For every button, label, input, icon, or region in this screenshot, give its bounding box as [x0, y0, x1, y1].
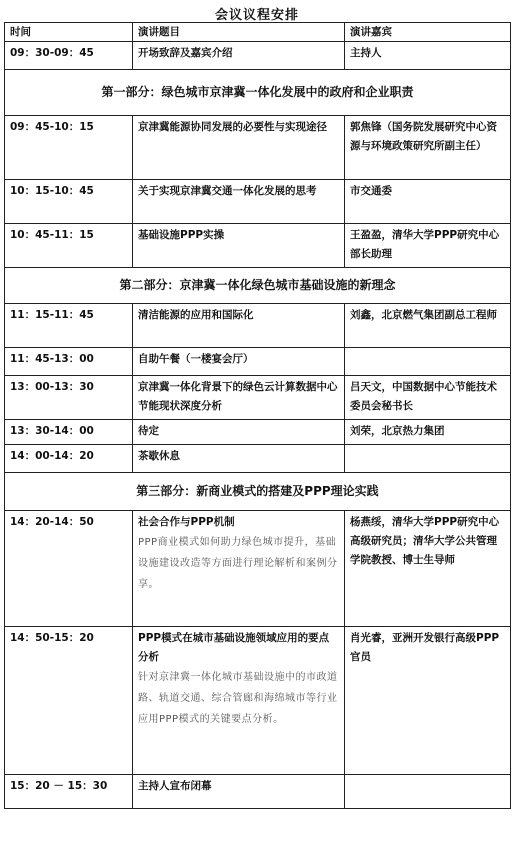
speaker-cell: 王盈盈，清华大学PPP研究中心部长助理 — [345, 224, 511, 268]
speaker-cell: 肖光睿，亚洲开发银行高级PPP官员 — [345, 627, 511, 775]
topic-cell — [133, 116, 345, 180]
topic-cell — [133, 348, 345, 376]
table-row — [5, 511, 511, 627]
time-cell: 11：15-11：45 — [5, 304, 133, 348]
topic-cell — [133, 627, 345, 775]
time-cell: 09：45-10：15 — [5, 116, 133, 180]
speaker-cell: 郭焦锋（国务院发展研究中心资源与环境政策研究所副主任） — [345, 116, 511, 180]
topic-title: 茶歇休息 — [138, 450, 180, 462]
section-row — [5, 268, 511, 304]
time-cell: 15：20 － 15：30 — [5, 775, 133, 809]
topic-cell — [133, 224, 345, 268]
topic-title: 社会合作与PPP机制 — [138, 516, 235, 528]
column-header-topic: 演讲题目 — [133, 23, 345, 42]
page-title: 会议议程安排 — [214, 8, 299, 23]
topic-title: 京津冀能源协同发展的必要性与实现途径 — [138, 121, 327, 133]
topic-description: 针对京津冀一体化城市基础设施中的市政道路、轨道交通、综合管廊和海绵城市等行业应用PPP模式的关键要点分析。 — [138, 672, 338, 725]
topic-description: PPP商业模式如何助力绿色城市提升，基础设施建设改造等方面进行理论解析和案例分享。 — [138, 537, 338, 590]
section-heading: 第三部分：新商业模式的搭建及PPP理论实践 — [5, 473, 511, 511]
time-cell: 13：30-14：00 — [5, 420, 133, 445]
time-cell: 11：45-13：00 — [5, 348, 133, 376]
topic-title: 待定 — [138, 425, 159, 437]
topic-cell — [133, 304, 345, 348]
speaker-cell: 市交通委 — [345, 180, 511, 224]
table-row — [5, 224, 511, 268]
topic-cell — [133, 376, 345, 420]
topic-title: 基础设施PPP实操 — [138, 229, 225, 241]
topic-cell — [133, 180, 345, 224]
time-cell: 10：15-10：45 — [5, 180, 133, 224]
table-row — [5, 420, 511, 445]
section-heading: 第二部分：京津冀一体化绿色城市基础设施的新理念 — [5, 268, 511, 304]
table-row — [5, 376, 511, 420]
topic-cell — [133, 511, 345, 627]
topic-title: 自助午餐（一楼宴会厅） — [138, 353, 254, 365]
table-row — [5, 304, 511, 348]
table-row — [5, 348, 511, 376]
topic-cell — [133, 420, 345, 445]
time-cell: 14：50-15：20 — [5, 627, 133, 775]
table-row — [5, 627, 511, 775]
speaker-cell: 刘荣，北京热力集团 — [345, 420, 511, 445]
speaker-cell — [345, 445, 511, 473]
table-row — [5, 116, 511, 180]
speaker-cell: 吕天文，中国数据中心节能技术委员会秘书长 — [345, 376, 511, 420]
topic-cell — [133, 42, 345, 70]
time-cell: 10：45-11：15 — [5, 224, 133, 268]
speaker-cell: 杨燕绥，清华大学PPP研究中心高级研究员；清华大学公共管理学院教授、博士生导师 — [345, 511, 511, 627]
speaker-cell — [345, 348, 511, 376]
table-row — [5, 42, 511, 70]
table-row — [5, 775, 511, 809]
section-row — [5, 70, 511, 116]
topic-title: 主持人宣布闭幕 — [138, 780, 212, 792]
column-header-time: 时间 — [5, 23, 133, 42]
time-cell: 14：20-14：50 — [5, 511, 133, 627]
table-row — [5, 445, 511, 473]
agenda-table — [4, 22, 511, 809]
topic-title: 清洁能源的应用和国际化 — [138, 309, 254, 321]
topic-title: 开场致辞及嘉宾介绍 — [138, 47, 233, 59]
time-cell: 14：00-14：20 — [5, 445, 133, 473]
speaker-cell: 刘鑫，北京燃气集团副总工程师 — [345, 304, 511, 348]
topic-cell — [133, 445, 345, 473]
section-row — [5, 473, 511, 511]
time-cell: 09：30-09：45 — [5, 42, 133, 70]
topic-title: PPP模式在城市基础设施领域应用的要点分析 — [138, 632, 330, 663]
column-header-speaker: 演讲嘉宾 — [345, 23, 511, 42]
time-cell: 13：00-13：30 — [5, 376, 133, 420]
topic-title: 京津冀一体化背景下的绿色云计算数据中心节能现状深度分析 — [138, 381, 338, 412]
header-row — [5, 23, 511, 42]
section-heading: 第一部分：绿色城市京津冀一体化发展中的政府和企业职责 — [5, 70, 511, 116]
agenda-rows — [5, 42, 511, 809]
topic-title: 关于实现京津冀交通一体化发展的思考 — [138, 185, 317, 197]
topic-cell — [133, 775, 345, 809]
table-row — [5, 180, 511, 224]
speaker-cell: 主持人 — [345, 42, 511, 70]
speaker-cell — [345, 775, 511, 809]
